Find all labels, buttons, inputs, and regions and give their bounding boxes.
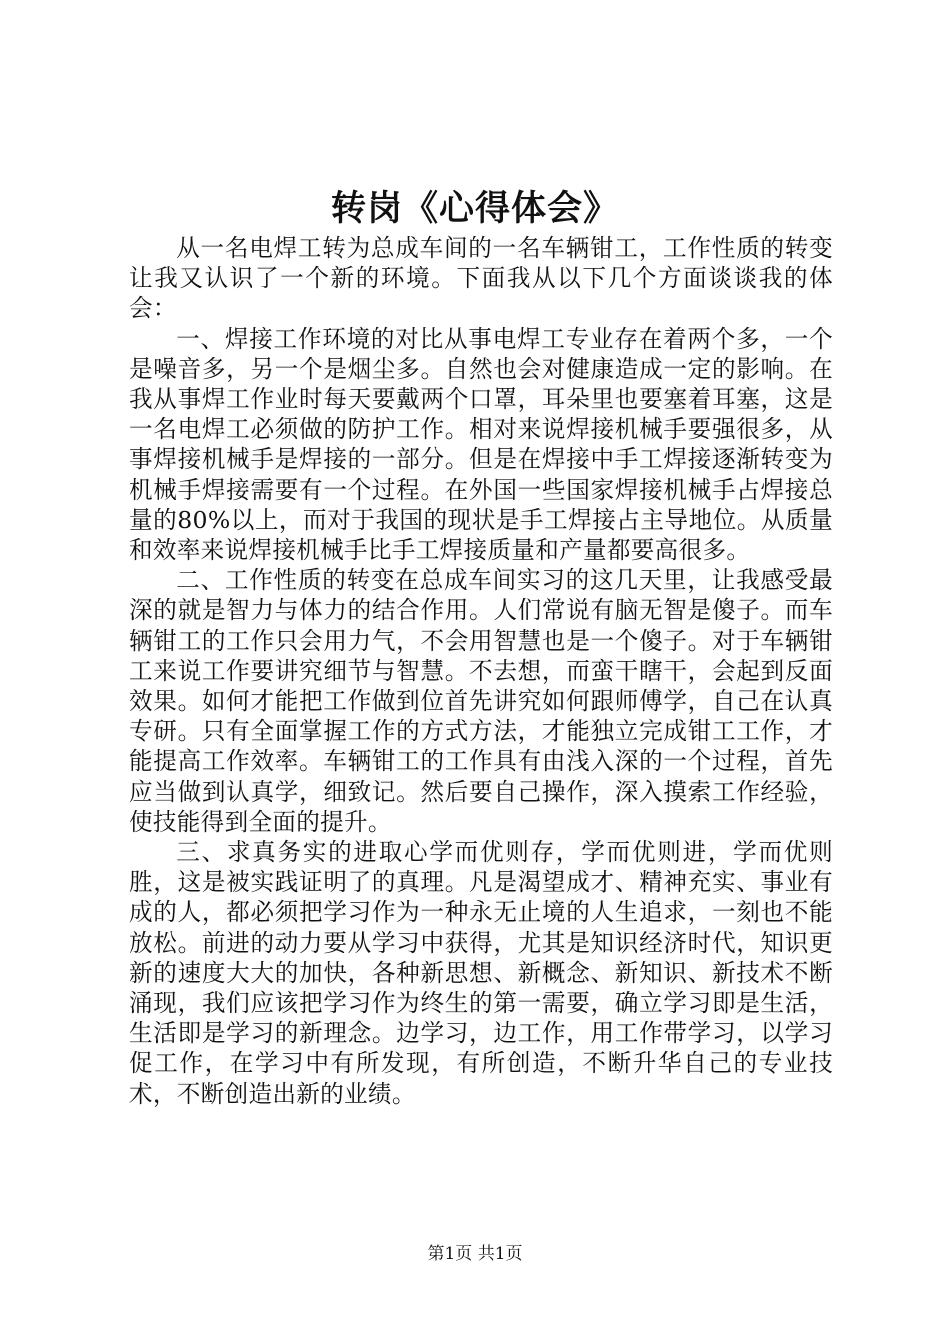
paragraph-intro: 从一名电焊工转为总成车间的一名车辆钳工，工作性质的转变让我又认识了一个新的环境。下面我从以下几个方面谈谈我的体会：	[129, 234, 833, 323]
page-footer: 第1页 共1页	[427, 1244, 523, 1264]
paragraph-section-1: 一、焊接工作环境的对比从事电焊工专业存在着两个多，一个是噪音多，另一个是烟尘多。自然也会对健康造成一定的影响。在我从事焊工作业时每天要戴两个口罩，耳朵里也要塞着耳塞，这是一名电焊工必须做的防护工作。相对来说焊接机械手要强很多，从事焊接机械手是焊接的一部分。但是在焊接中手工焊接逐渐转变为机械手焊接需要有一个过程。在外国一些国家焊接机械手占焊接总量的80%以上，而对于我国的现状是手工焊接占主导地位。从质量和效率来说焊接机械手比手工焊接质量和产量都要高很多。	[129, 324, 833, 565]
document-body	[129, 233, 833, 1109]
paragraph-section-2: 二、工作性质的转变在总成车间实习的这几天里，让我感受最深的就是智力与体力的结合作用。人们常说有脑无智是傻子。而车辆钳工的工作只会用力气，不会用智慧也是一个傻子。对于车辆钳工来说工作要讲究细节与智慧。不去想，而蛮干瞎干，会起到反面效果。如何才能把工作做到位首先讲究如何跟师傅学，自己在认真专研。只有全面掌握工作的方式方法，才能独立完成钳工工作，才能提高工作效率。车辆钳工的工作具有由浅入深的一个过程，首先应当做到认真学，细致记。然后要自己操作，深入摸索工作经验，使技能得到全面的提升。	[129, 566, 833, 836]
document-title: 转岗《心得体会》	[330, 188, 619, 229]
paragraph-section-3: 三、求真务实的进取心学而优则存，学而优则进，学而优则胜，这是被实践证明了的真理。凡是渴望成才、精神充实、事业有成的人，都必须把学习作为一种永无止境的人生追求，一刻也不能放松。前进的动力要从学习中获得，尤其是知识经济时代，知识更新的速度大大的加快，各种新思想、新概念、新知识、新技术不断涌现，我们应该把学习作为终生的第一需要，确立学习即是生活，生活即是学习的新理念。边学习，边工作，用工作带学习，以学习促工作，在学习中有所发现，有所创造，不断升华自己的专业技术，不断创造出新的业绩。	[129, 838, 833, 1108]
